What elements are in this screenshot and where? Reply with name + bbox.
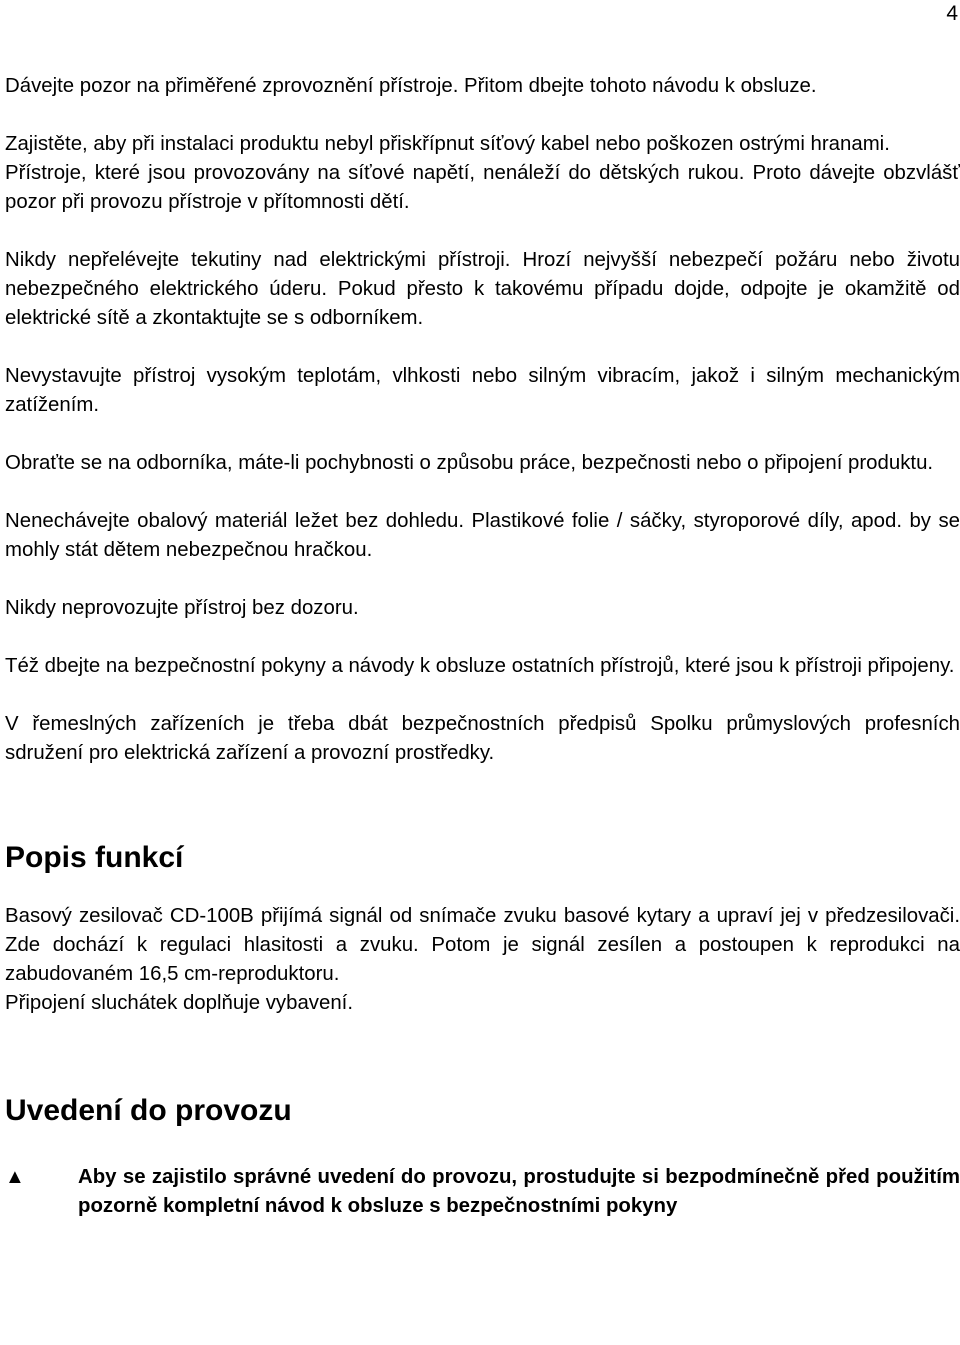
paragraph-commissioning: Dávejte pozor na přiměřené zprovoznění přístroje. Přitom dbejte tohoto návodu k obsluze. <box>5 75 817 97</box>
warning-notice-text: Aby se zajistilo správné uvedení do provozu, prostudujte si bezpodmínečně před použitím pozorně kompletní návod k obsluze s bezpečnostními pokyny <box>78 1166 960 1217</box>
paragraph-packaging: Nenechávejte obalový materiál ležet bez dohledu. Plastikové folie / sáčky, styroporové díly, apod. by se mohly stát dětem nebezpečnou hračkou. <box>5 510 960 561</box>
page-number: 4 <box>946 2 958 25</box>
triangle-warning-icon: ▲ <box>5 1166 25 1188</box>
paragraph-connected-devices: Též dbejte na bezpečnostní pokyny a návody k obsluze ostatních přístrojů, které jsou k přístroji připojeny. <box>5 655 955 677</box>
paragraph-supervision: Nikdy neprovozujte přístroj bez dozoru. <box>5 597 359 619</box>
paragraph-children: Přístroje, které jsou provozovány na síťové napětí, nenáleží do dětských rukou. Proto dávejte obzvlášť pozor při provozu přístroje v přítomnosti dětí. <box>5 162 960 213</box>
warning-notice <box>5 1163 960 1221</box>
document-body <box>5 72 960 1221</box>
paragraph-expert: Obraťte se na odborníka, máte-li pochybnosti o způsobu práce, bezpečnosti nebo o připojení produktu. <box>5 452 934 474</box>
paragraph-regulations: V řemeslných zařízeních je třeba dbát bezpečnostních předpisů Spolku průmyslových profesních sdružení pro elektrická zařízení a provozní prostředky. <box>5 713 960 764</box>
paragraph-functions: Basový zesilovač CD-100B přijímá signál od snímače zvuku basové kytary a upraví jej v předzesilovači. Zde dochází k regulaci hlasitosti a zvuku. Potom je signál zesílen a postoupen k reprodukci na zabudovaném 16,5 cm-reproduktoru. <box>5 905 960 985</box>
heading-startup: Uvedení do provozu <box>5 1094 292 1127</box>
paragraph-liquids: Nikdy nepřelévejte tekutiny nad elektrickými přístroji. Hrozí nejvyšší nebezpečí požáru nebo životu nebezpečného elektrického úderu. Pokud přesto k takovému případu dojde, odpojte je okamžitě od elektrické sítě a zkontaktujte se s odborníkem. <box>5 249 960 329</box>
paragraph-cable: Zajistěte, aby při instalaci produktu nebyl přiskřípnut síťový kabel nebo poškozen ostrými hranami. <box>5 133 890 155</box>
heading-functions: Popis funkcí <box>5 841 184 874</box>
paragraph-headphones: Připojení sluchátek doplňuje vybavení. <box>5 992 353 1014</box>
paragraph-environment: Nevystavujte přístroj vysokým teplotám, vlhkosti nebo silným vibracím, jakož i silným mechanickým zatížením. <box>5 365 960 416</box>
